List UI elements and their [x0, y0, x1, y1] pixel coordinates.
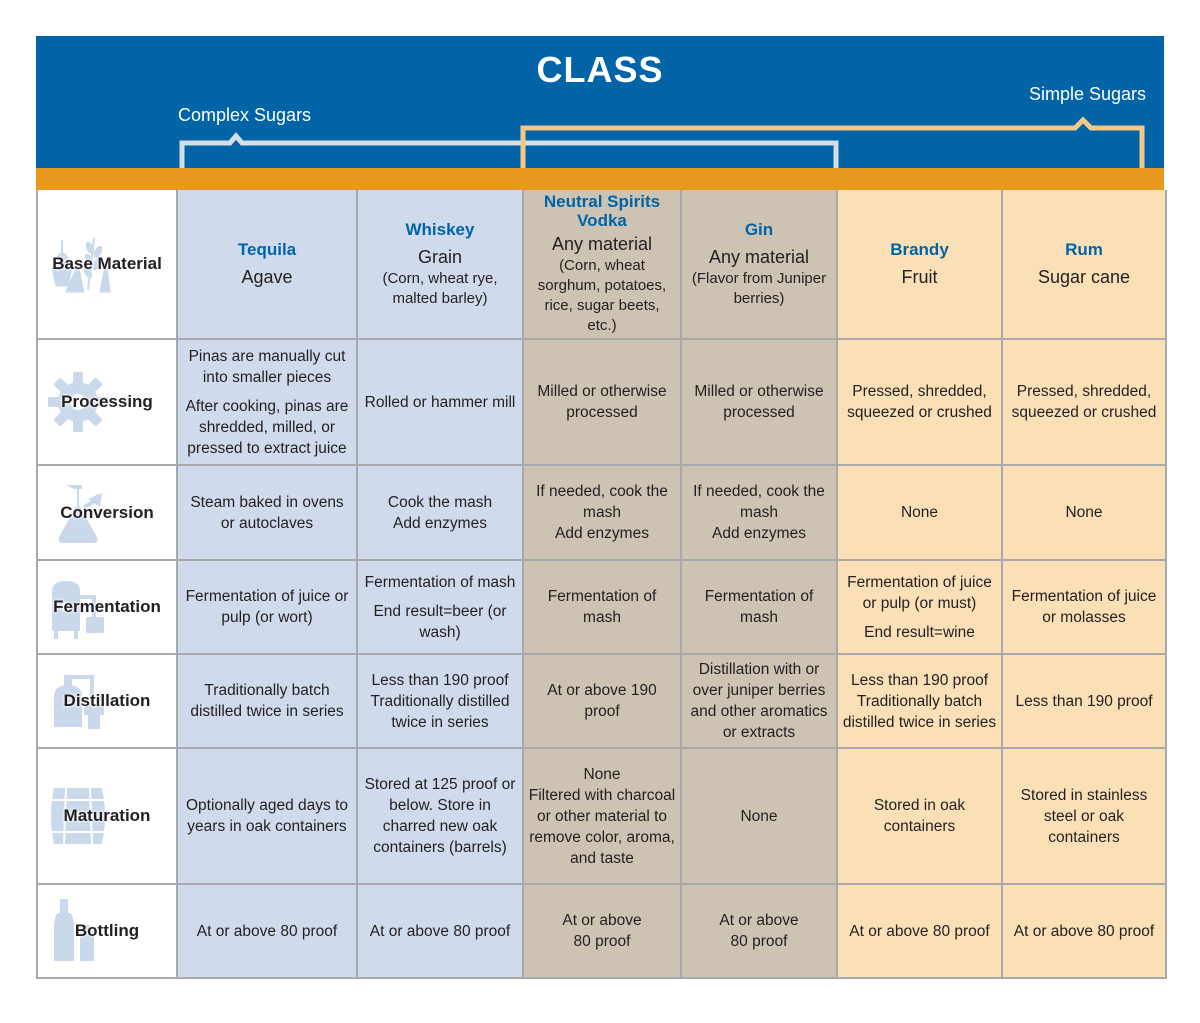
row-base-material — [37, 190, 1166, 339]
fermentation-whiskey-line2: End result=beer (or wash) — [373, 602, 507, 641]
conversion-whiskey-line1: Cook the mash — [387, 493, 493, 511]
base-note-whiskey: (Corn, wheat rye, malted barley) — [382, 269, 498, 307]
cell-bottling-gin: At or above 80 proof — [681, 884, 837, 978]
cell-base-tequila — [177, 190, 357, 339]
rowhead-processing — [37, 339, 177, 465]
base-main-rum: Sugar cane — [1037, 266, 1131, 287]
maturation-vodka-line1: None — [583, 765, 621, 783]
cell-conversion-whiskey — [357, 465, 523, 560]
cell-processing-rum: Pressed, shredded, squeezed or crushed — [1002, 339, 1166, 465]
cell-fermentation-whiskey — [357, 560, 523, 654]
fermentation-whiskey-line1: Fermentation of mash — [364, 573, 516, 591]
cell-base-vodka — [523, 190, 681, 339]
cell-distillation-tequila: Traditionally batch distilled twice in series — [177, 654, 357, 748]
cell-processing-gin: Milled or otherwise processed — [681, 339, 837, 465]
cell-distillation-brandy — [837, 654, 1002, 748]
row-label-fermentation: Fermentation — [53, 597, 161, 616]
cell-bottling-tequila: At or above 80 proof — [177, 884, 357, 978]
row-bottling — [37, 884, 1166, 978]
conversion-whiskey-line2: Add enzymes — [393, 514, 487, 532]
complex-sugars-bracket — [182, 136, 836, 168]
fermentation-brandy-line1: Fermentation of juice or pulp (or must) — [847, 573, 992, 612]
cell-maturation-rum: Stored in stainless steel or oak containers — [1002, 748, 1166, 884]
cell-fermentation-brandy — [837, 560, 1002, 654]
cell-bottling-rum: At or above 80 proof — [1002, 884, 1166, 978]
base-main-brandy: Fruit — [901, 266, 938, 287]
row-label-maturation: Maturation — [63, 806, 151, 825]
cell-processing-whiskey: Rolled or hammer mill — [357, 339, 523, 465]
row-label-bottling: Bottling — [74, 921, 140, 940]
conversion-gin-line2: Add enzymes — [712, 525, 806, 542]
cell-bottling-brandy: At or above 80 proof — [837, 884, 1002, 978]
simple-sugars-label: Simple Sugars — [1029, 84, 1147, 104]
maturation-vodka-line2: Filtered with charcoal or other material to remove color, aroma, and taste — [528, 786, 676, 867]
rowhead-fermentation — [37, 560, 177, 654]
spirit-name-whiskey: Whiskey — [405, 219, 475, 239]
cell-maturation-tequila: Optionally aged days to years in oak containers — [177, 748, 357, 884]
base-main-vodka: Any material — [551, 234, 653, 254]
row-fermentation — [37, 560, 1166, 654]
base-main-whiskey: Grain — [417, 246, 462, 267]
base-main-tequila: Agave — [241, 266, 293, 287]
processing-tequila-step2: After cooking, pinas are shredded, milled, or pressed to extract juice — [185, 397, 349, 457]
sugar-brackets — [36, 36, 1164, 168]
cell-conversion-tequila: Steam baked in ovens or autoclaves — [177, 465, 357, 560]
cell-fermentation-gin: Fermentation of mash — [681, 560, 837, 654]
cell-conversion-brandy: None — [837, 465, 1002, 560]
class-header — [36, 36, 1164, 168]
row-maturation — [37, 748, 1166, 884]
cell-conversion-vodka — [523, 465, 681, 560]
conversion-gin-line1: If needed, cook the mash — [693, 483, 825, 521]
cell-maturation-whiskey: Stored at 125 proof or below. Store in charred new oak containers (barrels) — [357, 748, 523, 884]
row-conversion — [37, 465, 1166, 560]
cell-fermentation-rum: Fermentation of juice or molasses — [1002, 560, 1166, 654]
cell-maturation-brandy: Stored in oak containers — [837, 748, 1002, 884]
base-note-vodka: (Corn, wheat sorghum, potatoes, rice, sugar beets, etc.) — [537, 257, 667, 334]
row-distillation — [37, 654, 1166, 748]
class-title: CLASS — [536, 49, 664, 90]
cell-base-gin — [681, 190, 837, 339]
cell-fermentation-tequila: Fermentation of juice or pulp (or wort) — [177, 560, 357, 654]
class-orange-bar — [36, 168, 1164, 190]
cell-conversion-gin — [681, 465, 837, 560]
cell-conversion-rum: None — [1002, 465, 1166, 560]
distillation-whiskey-line1: Less than 190 proof — [371, 671, 509, 689]
cell-processing-vodka: Milled or otherwise processed — [523, 339, 681, 465]
cell-distillation-rum: Less than 190 proof — [1002, 654, 1166, 748]
spirit-name-tequila: Tequila — [237, 239, 297, 259]
cell-maturation-vodka — [523, 748, 681, 884]
cell-base-whiskey — [357, 190, 523, 339]
conversion-vodka-line1: If needed, cook the mash — [536, 483, 668, 521]
spirits-process-table — [36, 190, 1167, 979]
cell-maturation-gin: None — [681, 748, 837, 884]
cell-base-brandy — [837, 190, 1002, 339]
spirit-name-vodka: Neutral Spirits Vodka — [543, 192, 661, 230]
cell-distillation-gin: Distillation with or over juniper berries and other aromatics or extracts — [681, 654, 837, 748]
distillation-brandy-line2: Traditionally batch distilled twice in series — [842, 692, 997, 731]
rowhead-conversion — [37, 465, 177, 560]
rowhead-base-material — [37, 190, 177, 339]
cell-bottling-vodka: At or above 80 proof — [523, 884, 681, 978]
row-label-processing: Processing — [61, 392, 153, 411]
cell-bottling-whiskey: At or above 80 proof — [357, 884, 523, 978]
cell-processing-brandy: Pressed, shredded, squeezed or crushed — [837, 339, 1002, 465]
processing-tequila-step1: Pinas are manually cut into smaller pieces — [188, 347, 346, 386]
row-label-distillation: Distillation — [63, 691, 151, 710]
conversion-vodka-line2: Add enzymes — [555, 525, 649, 542]
fermentation-brandy-line2: End result=wine — [864, 623, 975, 641]
distillation-whiskey-line2: Traditionally distilled twice in series — [370, 692, 510, 731]
cell-distillation-vodka: At or above 190 proof — [523, 654, 681, 748]
spirit-name-rum: Rum — [1065, 239, 1103, 259]
complex-sugars-label: Complex Sugars — [178, 105, 312, 125]
spirit-name-gin: Gin — [744, 219, 774, 239]
row-label-conversion: Conversion — [60, 502, 154, 522]
spirit-name-brandy: Brandy — [890, 239, 949, 259]
base-main-gin: Any material — [708, 246, 810, 267]
cell-distillation-whiskey — [357, 654, 523, 748]
rowhead-distillation — [37, 654, 177, 748]
row-processing — [37, 339, 1166, 465]
cell-processing-tequila — [177, 339, 357, 465]
cell-base-rum — [1002, 190, 1166, 339]
cell-fermentation-vodka: Fermentation of mash — [523, 560, 681, 654]
rowhead-bottling — [37, 884, 177, 978]
rowhead-maturation — [37, 748, 177, 884]
distillation-brandy-line1: Less than 190 proof — [850, 671, 989, 689]
row-label-base-material: Base Material — [52, 254, 162, 273]
base-note-gin: (Flavor from Juniper berries) — [691, 269, 827, 307]
